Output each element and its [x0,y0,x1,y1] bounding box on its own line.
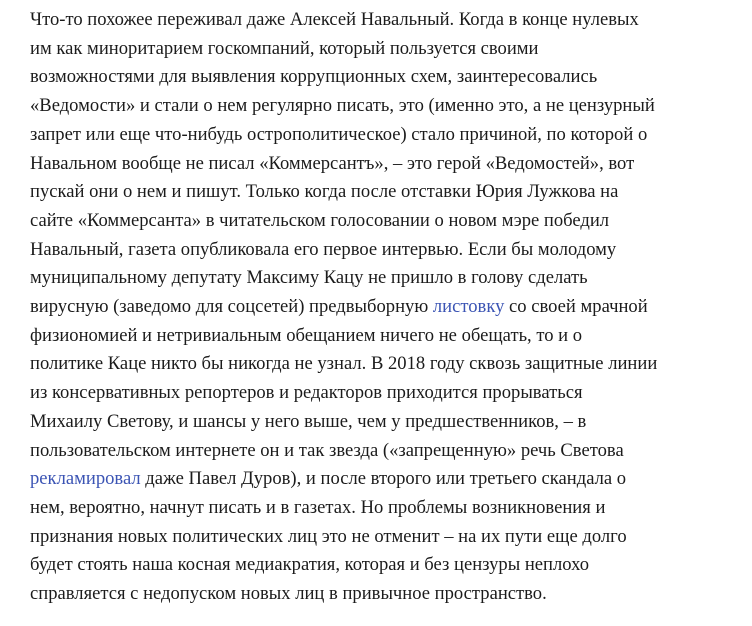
text-segment: политике Каце никто бы никогда не узнал. В 2018 году сквозь защитные линии [30,353,658,375]
text-segment: «Ведомости» и стали о нем регулярно писать, это (именно это, а не цензурный [30,95,655,117]
text-line [30,580,736,609]
text-line [30,92,736,121]
text-segment: им как миноритарием госкомпаний, который пользуется своими [30,37,539,59]
text-line [30,236,736,265]
text-line [30,551,736,580]
inline-link[interactable]: рекламировал [30,468,141,490]
text-segment: из консервативных репортеров и редакторов приходится прорываться [30,382,583,404]
inline-link[interactable]: листовку [432,296,505,318]
text-line [30,465,736,494]
text-line [30,150,736,179]
text-line [30,121,736,150]
text-line [30,6,736,35]
text-segment: нем, вероятно, начнут писать и в газетах. Но проблемы возникновения и [30,496,606,518]
text-segment: признания новых политических лиц это не отменит – на их пути еще долго [30,525,627,547]
text-line [30,293,736,322]
text-segment: муниципальному депутату Максиму Кацу не пришло в голову сделать [30,267,588,289]
text-segment: Навальный, газета опубликовала его первое интервью. Если бы молодому [30,238,617,260]
text-line [30,178,736,207]
text-segment: запрет или еще что-нибудь острополитическое) стало причиной, по которой о [30,123,648,145]
text-segment: пользовательском интернете он и так звезда («запрещенную» речь Светова [30,439,624,461]
text-segment: Что-то похожее переживал даже Алексей Навальный. Когда в конце нулевых [30,9,639,30]
text-line [30,322,736,351]
text-line [30,523,736,552]
text-line [30,350,736,379]
text-line [30,264,736,293]
text-segment: сайте «Коммерсанта» в читательском голосовании о новом мэре победил [30,209,610,231]
text-segment: будет стоять наша косная медиакратия, которая и без цензуры неплохо [30,554,589,576]
article-paragraph [30,6,736,609]
text-segment: вирусную (заведомо для соцсетей) предвыборную [30,296,433,318]
text-line [30,207,736,236]
text-segment: пускай они о нем и пишут. Только когда после отставки Юрия Лужкова на [30,181,619,203]
text-segment: даже Павел Дуров), и после второго или третьего скандала о [140,468,627,490]
text-segment: со своей мрачной [504,296,648,318]
text-segment: возможностями для выявления коррупционных схем, заинтересовались [30,66,598,88]
text-line [30,437,736,466]
text-line [30,35,736,64]
text-segment: справляется с недопуском новых лиц в привычное пространство. [30,583,547,605]
text-line [30,379,736,408]
text-segment: Навальном вообще не писал «Коммерсантъ», – это герой «Ведомостей», вот [30,152,635,174]
text-line [30,408,736,437]
text-line [30,494,736,523]
text-line [30,63,736,92]
text-segment: физиономией и нетривиальным обещанием ничего не обещать, то и о [30,324,583,346]
text-segment: Михаилу Светову, и шансы у него выше, чем у предшественников, – в [30,410,587,432]
